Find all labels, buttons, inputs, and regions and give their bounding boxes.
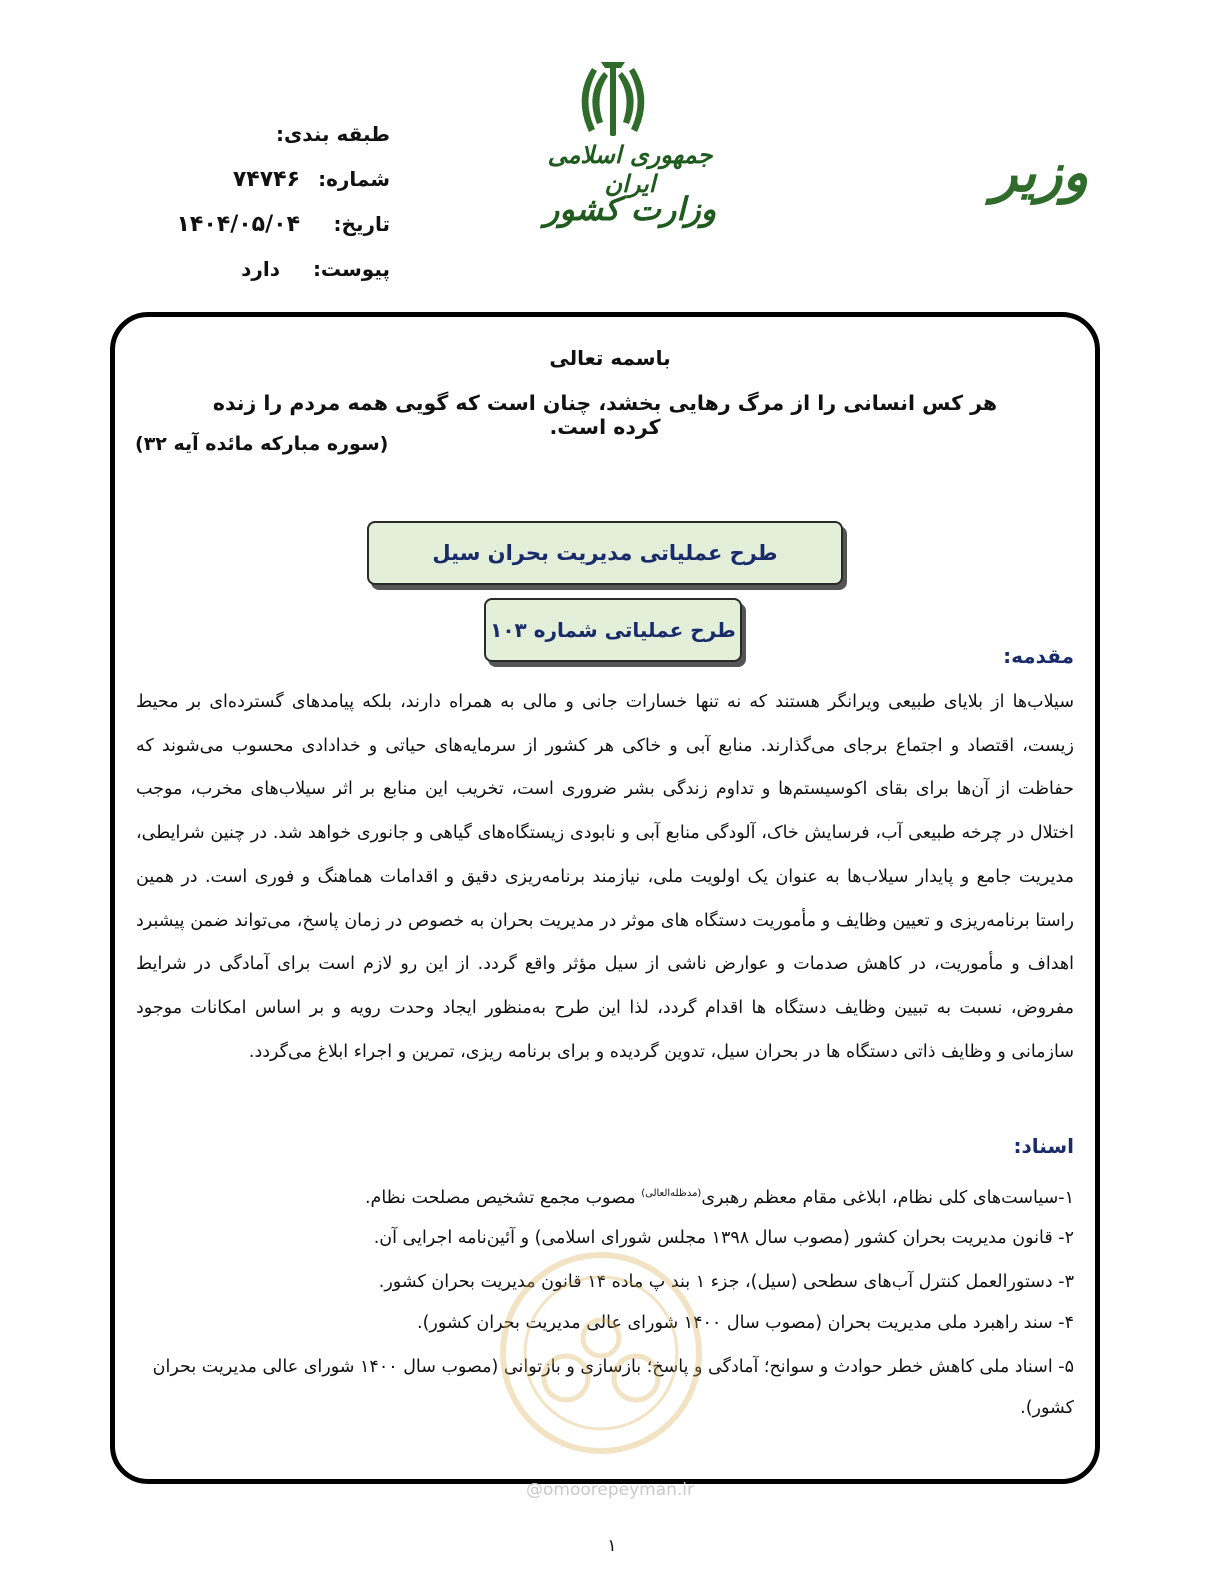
iran-emblem-icon [571, 58, 655, 142]
number-label: شماره: [318, 167, 390, 191]
basmala: باسمه تعالی [549, 346, 671, 370]
classification-label: طبقه بندی: [275, 122, 390, 146]
emblem-line2: وزارت کشور [543, 190, 717, 228]
sub-title-box [484, 598, 742, 662]
number-row [160, 167, 390, 201]
verse: هر کس انسانی را از مرگ رهایی بخشد، چنان است که گویی همه مردم را زنده کرده است. [212, 391, 998, 439]
attachment-row [160, 257, 390, 291]
document-item-5: ۵- اسناد ملی کاهش خطر حوادث و سوانح؛ آمادگی و پاسخ؛ بازسازی و بازتوانی (مصوب سال ۱۴۰۰ شورای عالی مدیریت بحران کشور). [152, 1357, 1074, 1418]
document-item-4: ۴- سند راهبرد ملی مدیریت بحران (مصوب سال ۱۴۰۰ شورای عالی مدیریت بحران کشور). [417, 1313, 1074, 1333]
document-item-1-text: ۱-سیاست‌های کلی نظام، ابلاغی مقام معظم رهبری [701, 1187, 1074, 1208]
documents-heading: اسناد: [1013, 1134, 1074, 1158]
main-title: طرح عملیاتی مدیریت بحران سیل [432, 541, 778, 565]
vazir-logo: وزیر [991, 140, 1089, 204]
document-item-3: ۳- دستورالعمل کنترل آب‌های سطحی (سیل)، جزء ۱ بند پ ماده ۱۴ قانون مدیریت بحران کشور. [378, 1272, 1074, 1292]
intro-heading: مقدمه: [1003, 644, 1074, 668]
watermark-seal-icon [496, 1248, 706, 1458]
page-number: ۱ [607, 1536, 617, 1556]
document-item-1-honorific: (مدظله‌العالی) [641, 1188, 702, 1199]
date-row [160, 212, 390, 246]
watermark-text: @omoorepeyman.ir [525, 1480, 695, 1500]
classification-row [160, 122, 390, 156]
verse-reference: (سوره مبارکه مائده آیه ۳۲) [135, 433, 389, 455]
date-label: تاریخ: [333, 212, 390, 236]
attachment-label: پیوست: [312, 257, 390, 281]
sub-title: طرح عملیاتی شماره ۱۰۳ [490, 618, 736, 642]
document-item-1-tail: مصوب مجمع تشخیص مصلحت نظام. [364, 1187, 642, 1208]
document-item-2: ۲- قانون مدیریت بحران کشور (مصوب سال ۱۳۹۸ مجلس شورای اسلامی) و آئین‌نامه اجرایی آن. [373, 1228, 1074, 1248]
number-value: ۷۴۷۴۶ [232, 167, 300, 192]
intro-paragraph: سیلاب‌ها از بلایای طبیعی ویرانگر هستند که نه تنها خسارات جانی و مالی به همراه دارند، بلکه پیامدهای گسترده‌ای بر محیط زیست، اقتصاد و اجتماع برجای می‌گذارند. منابع آبی و خاکی هر کشور از سرمایه‌های حیاتی و خدادادی محسوب می‌شوند که حفاظت از آن‌ها برای بقای اکوسیستم‌ها و تداوم زندگی بشر ضروری است، تخریب این منابع بر اثر سیلاب‌های مخرب، موجب اختلال در چرخه طبیعی آب، فرسایش خاک، آلودگی منابع آبی و نابودی زیستگاه‌های گیاهی و جانوری خواهد شد. در چنین شرایطی، مدیریت جامع و پایدار سیلاب‌ها به عنوان یک اولویت ملی، نیازمند برنامه‌ریزی دقیق و اقدامات هماهنگ و فوری است. در همین راستا برنامه‌ریزی و تعیین وظایف و مأموریت دستگاه های موثر در مدیریت بحران به خصوص در زمان پاسخ، می‌تواند ضمن پیشبرد اهداف و مأموریت، در کاهش صدمات و عوارض ناشی از سیل مؤثر واقع گردد. از این رو لازم است برای آمادگی در شرایط مفروض، نسبت به تبیین وظایف دستگاه ها اقدام گردد، لذا این طرح به‌منظور ایجاد وحدت رویه و بر اساس امکانات موجود سازمانی و وظایف ذاتی دستگاه ها در بحران سیل، تدوین گردیده و برای برنامه ریزی، تمرین و اجراء ابلاغ می‌گردد. [136, 692, 1074, 1062]
emblem-line1: جمهوری اسلامی ایران [547, 140, 713, 198]
document-item-1 [150, 1174, 1074, 1218]
attachment-value: دارد [241, 257, 280, 281]
date-value: ۱۴۰۴/۰۵/۰۴ [176, 212, 300, 237]
main-title-box [367, 521, 843, 585]
